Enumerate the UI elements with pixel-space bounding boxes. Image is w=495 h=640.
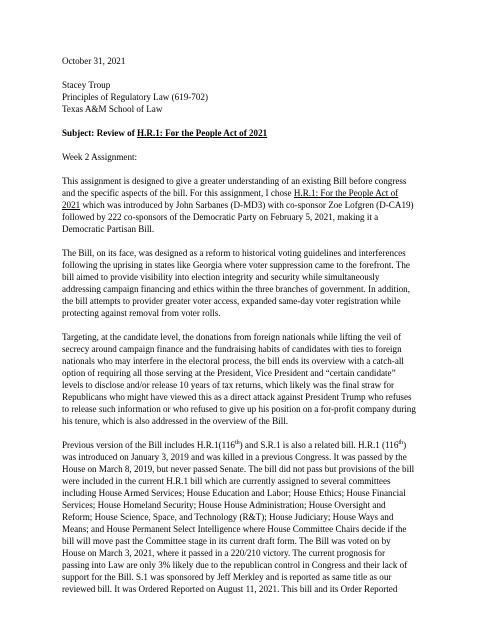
para4-text: Previous version of the Bill includes H.R.1(116 [62,440,235,450]
subject-line [62,128,267,140]
para4-line: House on March 3, 2021, where it passed in a 220/210 victory. The current prognosis for [62,548,386,558]
para3-line: levels to disclose and/or release 10 years of tax returns, which likely was the final straw for [62,380,395,390]
para3-line: option of requiring all those serving at the President, Vice President and “certain candidate” [62,368,396,378]
para2-line: the bill attempts to provider greater voter access, expanded same-day voter registration while [62,296,401,306]
author-name: Stacey Troup [62,80,111,90]
para2-line: following the uprising in states like Georgia where voter suppression came to the forefront. The [62,260,410,270]
subject-label: Subject: [62,128,95,138]
para4-text: ) [403,440,407,450]
para3-line: his tenure, which is also addressed in the overview of the Bill. [62,416,289,426]
para1-line [62,200,414,212]
para2-line: protecting against removal from voter rolls. [62,308,221,318]
para1-text: and the specific aspects of the bill. For this assignment, I chose [62,188,292,198]
para1-line: followed by 222 co-sponsors of the Democratic Party on February 5, 2021, making it a [62,212,379,222]
bill-link[interactable]: H.R.1: For the People Act of [293,188,399,198]
para2-line: bill aimed to provide visibility into election integrity and security while simultaneously [62,272,380,282]
para3-line: nationals who may interfere in the electoral process, the bill ends its overview with a catch-all [62,356,404,366]
para4-line: was introduced on January 3, 2019 and was killed in a previous Congress. It was passed by the [62,452,407,462]
para2-line: The Bill, on its face, was designed as a reform to historical voting guidelines and interferences [62,248,406,258]
superscript: th [234,439,240,446]
para3-line: to release such information or who refused to give up his position on a for-profit company during [62,404,416,414]
assignment-label: Week 2 Assignment: [62,152,138,162]
bill-link-cont[interactable]: 2021 [62,200,81,210]
para4-line: bill will move past the Committee stage in its current draft form. The Bill was voted on by [62,536,391,546]
para4-line: House on March 8, 2019, but never passed Senate. The bill did not pass but provisions of the bill [62,464,415,474]
para4-line: reviewed bill. It was Ordered Reported on August 11, 2021. This bill and its Order Reported [62,584,398,594]
para1-line: Democratic Partisan Bill. [62,224,155,234]
para1-text: which was introduced by John Sarbanes (D-MD3) with co-sponsor Zoe Lofgren (D-CA19) [82,200,414,210]
para3-line: Republicans who might have viewed this as a direct attack against President Trump who refuses [62,392,412,402]
para4-line: Means; and House Permanent Select Intelligence where House Committee Chairs decide if the [62,524,407,534]
superscript: th [398,439,404,446]
para4-text: ) and S.R.1 is also a related bill. H.R.1 (116 [239,440,399,450]
letter-date: October 31, 2021 [62,56,126,66]
para4-line [62,440,406,452]
para4-line: including House Armed Services; House Education and Labor; House Ethics; House Financial [62,488,406,498]
para1-line [62,188,398,200]
para3-line: secrecy around campaign finance and the fundraising habits of candidates with ties to foreign [62,344,402,354]
para4-line: Reform; House Science, Space, and Technology (R&T); House Judiciary; House Ways and [62,512,394,522]
subject-title: H.R.1: For the People Act of 2021 [137,128,268,138]
para2-line: addressing campaign financing and ethics within the three branches of government. In addition, [62,284,410,294]
para4-line: passing into Law are only 3% likely due to the republican control in Congress and their lack of [62,560,408,570]
school-name: Texas A&M School of Law [62,104,163,114]
para3-line: Targeting, at the candidate level, the donations from foreign nationals while lifting the veil of [62,332,402,342]
para4-line: Services; House Homeland Security; House House Administration; House Oversight and [62,500,386,510]
subject-prefix: Review of [96,128,135,138]
course-name: Principles of Regulatory Law (619-702) [62,92,208,102]
para4-line: support for the Bill. S.1 was sponsored by Jeff Merkley and is reported as same title as our [62,572,392,582]
para1-line: This assignment is designed to give a greater understanding of an existing Bill before congress [62,176,407,186]
para4-line: were included in the current H.R.1 bill which are currently assigned to several committees [62,476,391,486]
